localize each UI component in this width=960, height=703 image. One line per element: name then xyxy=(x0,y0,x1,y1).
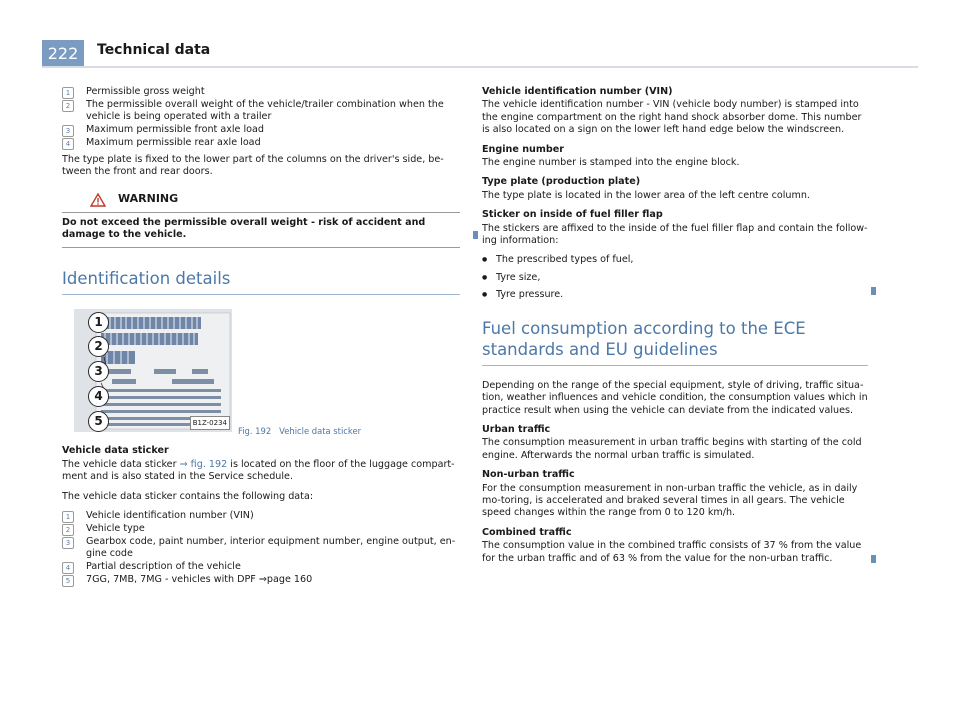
callout-2: 2 xyxy=(88,336,109,357)
plate-paragraph: The type plate is fixed to the lower part of the columns on the driver's side, be-tween the front and rear doors. xyxy=(62,153,444,178)
bullet-icon: ● xyxy=(482,256,488,264)
warning-header xyxy=(62,193,460,213)
fuel-flap-item xyxy=(482,289,868,301)
right-column xyxy=(482,86,868,572)
vehicle-data-sticker-image xyxy=(74,309,232,432)
sticker-legend-list xyxy=(62,510,460,587)
figure-link[interactable]: ⇒ fig. 192 xyxy=(179,458,228,470)
plate-legend-item xyxy=(62,124,460,137)
fuel-flap-item-text: The prescribed types of fuel, xyxy=(496,254,634,266)
fuel-flap-item-text: Tyre size, xyxy=(496,271,541,283)
bullet-icon: ● xyxy=(482,273,488,281)
left-column xyxy=(62,86,460,587)
urban-text: The consumption measurement in urban traffic begins with starting of the cold engine. Afterwards the normal urban traffic is simulated. xyxy=(482,437,862,461)
urban-heading: Urban traffic xyxy=(482,423,551,435)
figure-caption xyxy=(238,425,361,437)
warning-text: Do not exceed the permissible overall weight - risk of accident and damage to the vehicle. xyxy=(62,216,426,241)
legend-number: 1 xyxy=(62,87,74,99)
vin-text: The vehicle identification number - VIN (vehicle body number) is stamped into the engine compartment on the right hand shock absorber dome. This number is also located on a sign on the lower left hand edge below the windscreen. xyxy=(482,99,862,136)
callout-3: 3 xyxy=(88,361,109,382)
callout-5: 5 xyxy=(88,411,109,432)
callout-4: 4 xyxy=(88,386,109,407)
figure-label: Fig. 192 xyxy=(238,426,272,437)
sticker-para-a: The vehicle data sticker xyxy=(62,458,177,470)
header-rule xyxy=(42,66,918,68)
fuel-consumption-heading: Fuel consumption according to the ECE standards and EU guidelines xyxy=(482,318,868,366)
section-end-mark xyxy=(871,555,876,563)
type-plate-heading: Type plate (production plate) xyxy=(482,176,641,188)
nonurban-text: For the consumption measurement in non-urban traffic the vehicle, as in daily mo-toring, is accelerated and braked several times in all gears. The vehicle speed changes within the range from 0 to 120 km/h. xyxy=(482,482,858,519)
legend-text: Partial description of the vehicle xyxy=(86,560,241,572)
figure-code: B1Z-0234 xyxy=(190,416,230,430)
legend-text: Maximum permissible front axle load xyxy=(86,123,265,135)
sticker-legend-item xyxy=(62,574,460,587)
fuel-flap-text: The stickers are affixed to the inside of the fuel filler flap and contain the follow-ing information: xyxy=(482,222,868,247)
fuel-flap-heading: Sticker on inside of fuel filler flap xyxy=(482,209,663,221)
legend-text: Gearbox code, paint number, interior equipment number, engine output, en-gine code xyxy=(86,536,456,560)
legend-number: 3 xyxy=(62,125,74,137)
legend-text: Vehicle identification number (VIN) xyxy=(86,510,254,522)
fuel-flap-item xyxy=(482,272,868,284)
legend-text: Maximum permissible rear axle load xyxy=(86,136,261,148)
sticker-legend-item xyxy=(62,536,460,561)
figure-caption-text: Vehicle data sticker xyxy=(279,426,362,437)
sticker-legend-item xyxy=(62,561,460,574)
page-number: 222 xyxy=(42,40,84,68)
callout-1: 1 xyxy=(88,312,109,333)
plate-legend-item xyxy=(62,99,460,124)
legend-number: 1 xyxy=(62,511,74,523)
section-end-mark xyxy=(871,287,876,295)
legend-text: The permissible overall weight of the vehicle/trailer combination when the vehicle is being operated with a trailer xyxy=(86,99,444,123)
warning-triangle-icon xyxy=(90,193,106,207)
warning-text-wrap xyxy=(62,213,460,249)
warning-title: WARNING xyxy=(118,192,179,206)
legend-number: 5 xyxy=(62,575,74,587)
combined-heading: Combined traffic xyxy=(482,526,572,538)
identification-heading: Identification details xyxy=(62,268,460,295)
plate-legend-item xyxy=(62,86,460,99)
combined-text-wrap xyxy=(482,540,868,565)
legend-number: 2 xyxy=(62,524,74,536)
bullet-icon: ● xyxy=(482,291,488,299)
vin-heading: Vehicle identification number (VIN) xyxy=(482,86,673,97)
plate-legend-list xyxy=(62,86,460,150)
figure-area xyxy=(62,309,460,437)
legend-number: 4 xyxy=(62,562,74,574)
sticker-intro: The vehicle data sticker contains the following data: xyxy=(62,490,314,502)
combined-text: The consumption value in the combined traffic consists of 37 % from the value for the urban traffic and of 63 % from the value for the non-urban traffic. xyxy=(482,540,862,564)
sticker-legend-item xyxy=(62,510,460,523)
sticker-paragraph xyxy=(62,459,460,484)
legend-text: 7GG, 7MB, 7MG - vehicles with DPF ⇒page 160 xyxy=(86,573,313,585)
section-end-mark xyxy=(473,231,478,239)
fuel-flap-list xyxy=(482,254,868,301)
section-title: Technical data xyxy=(97,42,211,58)
fuel-intro: Depending on the range of the special equipment, style of driving, traffic situa-tion, weather influences and vehicle condition, the consumption values which in practice result when using the vehicle can deviate from the indicated values. xyxy=(482,379,868,416)
sticker-para-b: is located on the floor of the luggage compart-ment and is also stated in the Service schedule. xyxy=(62,458,455,483)
sticker-heading: Vehicle data sticker xyxy=(62,445,169,457)
legend-number: 3 xyxy=(62,537,74,549)
legend-text: Permissible gross weight xyxy=(86,86,205,97)
legend-text: Vehicle type xyxy=(86,523,145,535)
engine-heading: Engine number xyxy=(482,143,564,155)
fuel-flap-item-text: Tyre pressure. xyxy=(496,289,564,301)
sticker-legend-item xyxy=(62,523,460,536)
warning-box xyxy=(62,193,460,249)
nonurban-heading: Non-urban traffic xyxy=(482,469,575,481)
legend-number: 2 xyxy=(62,100,74,112)
engine-text: The engine number is stamped into the engine block. xyxy=(482,157,740,169)
type-plate-text: The type plate is located in the lower area of the left centre column. xyxy=(482,189,810,201)
legend-number: 4 xyxy=(62,138,74,150)
fuel-flap-item xyxy=(482,254,868,266)
plate-legend-item xyxy=(62,137,460,150)
